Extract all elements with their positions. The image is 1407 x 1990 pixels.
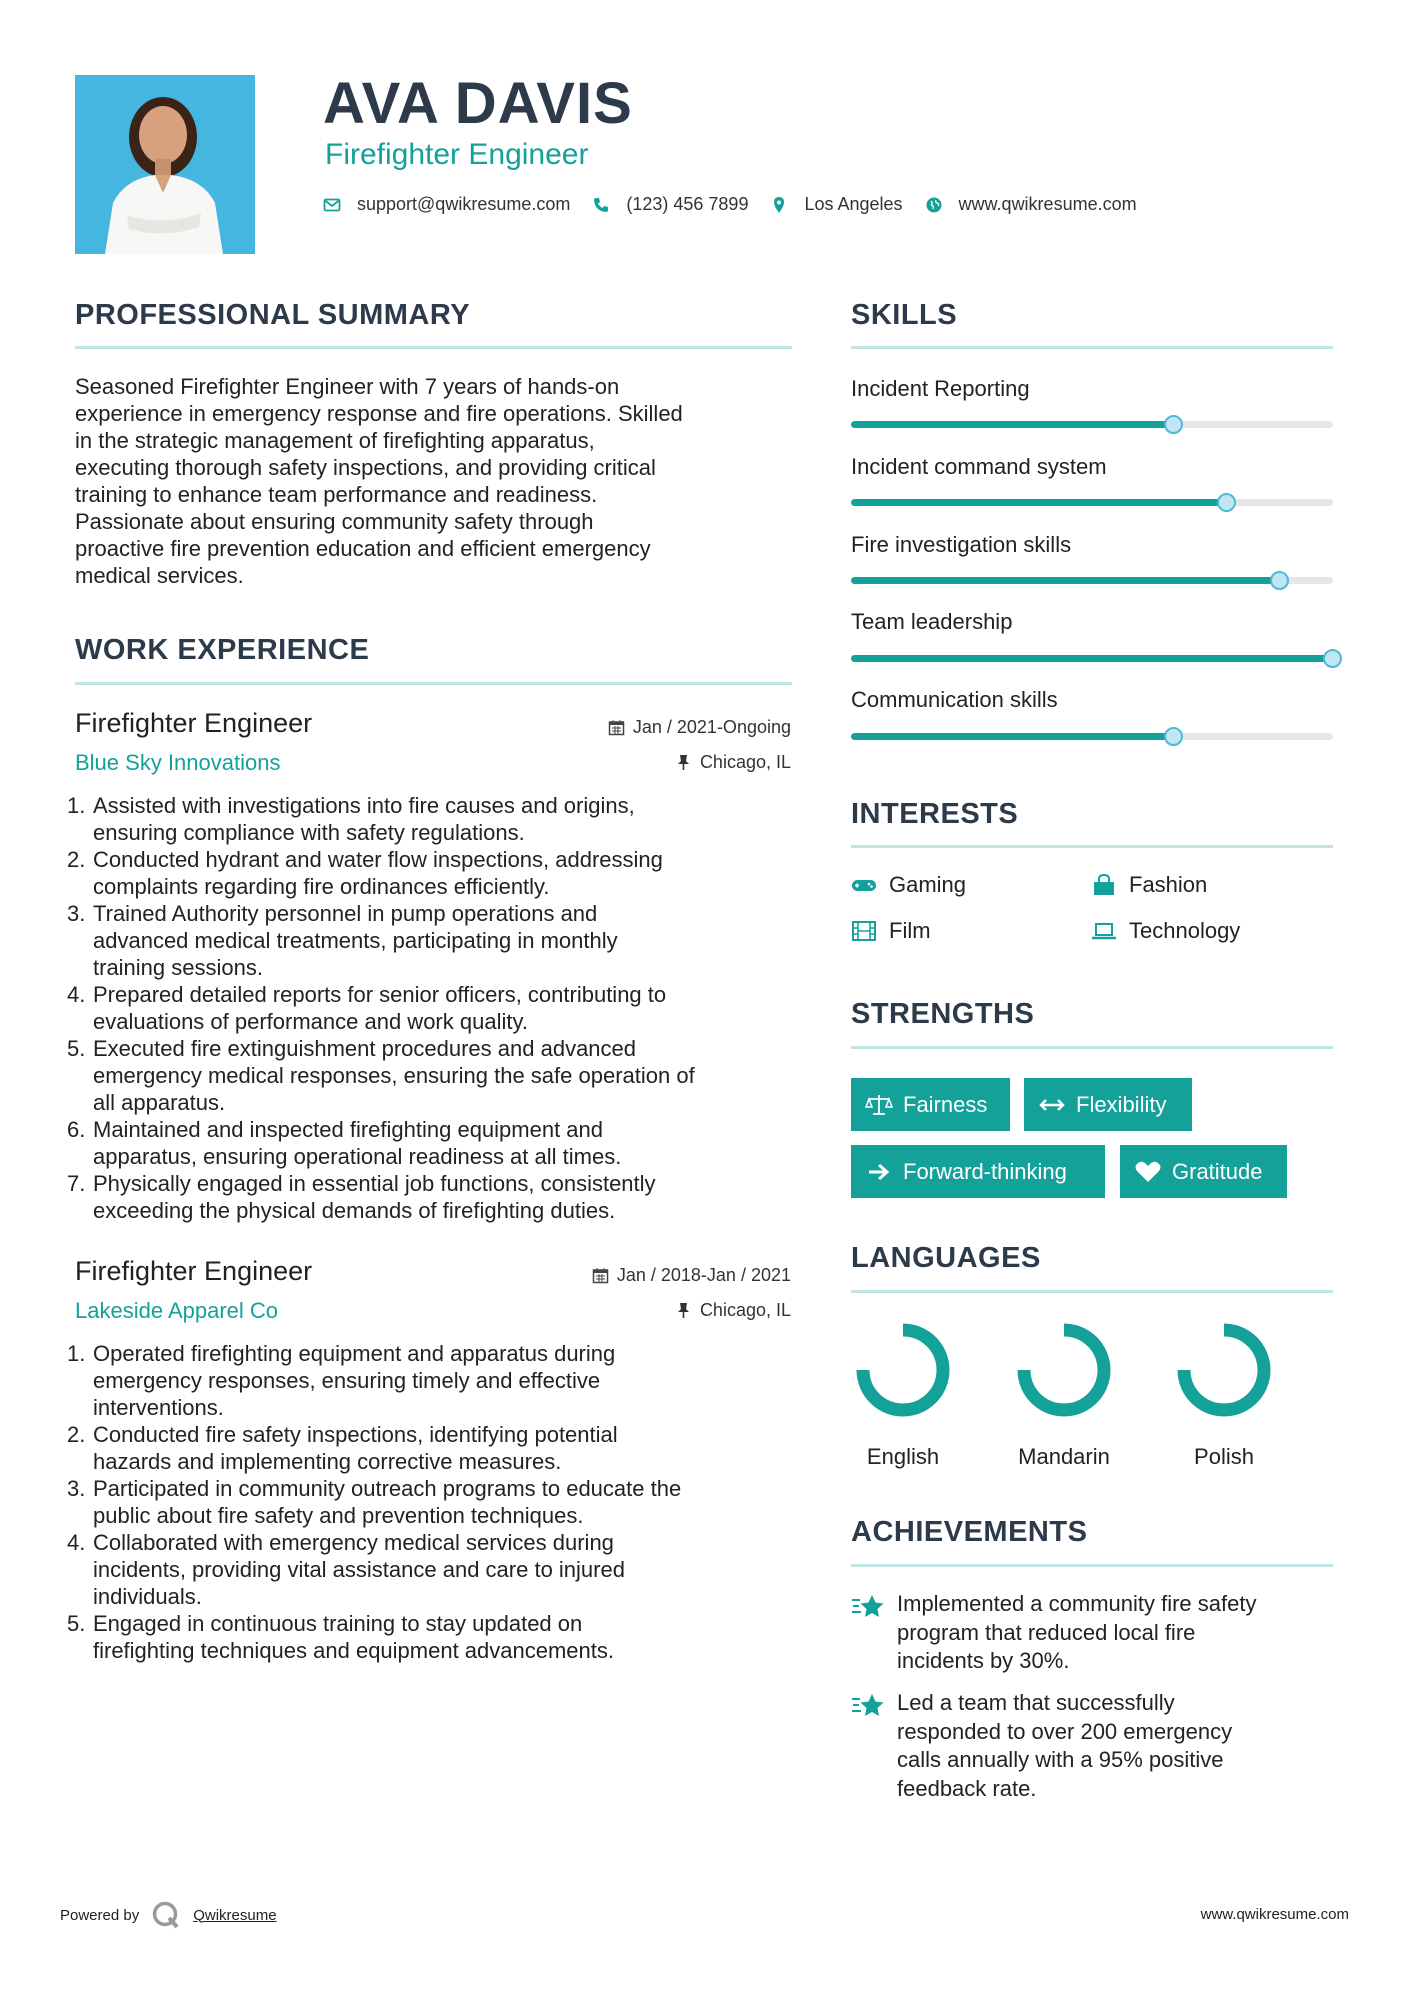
contact-website-text: www.qwikresume.com <box>958 194 1137 214</box>
experience-divider <box>75 682 792 685</box>
language-label: Mandarin <box>1018 1444 1110 1469</box>
strength-chip <box>1120 1145 1287 1198</box>
language-proficiency-ring <box>1176 1322 1272 1418</box>
list-item: 1. Operated firefighting equipment and apparatus during emergency responses, ensuring timely and effective interventions. <box>67 1341 616 1420</box>
contact-location-text: Los Angeles <box>804 194 903 214</box>
summary-divider <box>75 346 792 349</box>
powered-by-label: Powered by <box>60 1906 140 1924</box>
interest-label: Film <box>889 918 931 943</box>
job-company: Blue Sky Innovations <box>75 750 281 775</box>
achievements-heading: ACHIEVEMENTS <box>851 1516 1088 1548</box>
laptop-icon <box>1091 920 1117 942</box>
shooting-star-icon <box>851 1691 885 1721</box>
skill-label: Incident command system <box>851 454 1107 479</box>
summary-line: Passionate about ensuring community safety through <box>75 509 594 534</box>
footer-website[interactable]: www.qwikresume.com <box>1200 1906 1349 1923</box>
summary-line: experience in emergency response and fire operations. Skilled <box>75 401 683 426</box>
strength-label: Fairness <box>903 1091 988 1117</box>
list-item: 5. Executed fire extinguishment procedures and advanced emergency medical responses, ensuring the safe operation of all apparatus. <box>67 1036 695 1115</box>
summary-text <box>75 373 795 589</box>
candidate-name: AVA DAVIS <box>323 71 633 136</box>
strength-chip <box>851 1145 1105 1198</box>
profile-photo-illustration <box>75 75 255 254</box>
contact-website[interactable] <box>925 194 1137 215</box>
heart-icon <box>1134 1160 1162 1184</box>
interest-item <box>851 872 966 898</box>
list-item: 2. Conducted hydrant and water flow inspections, addressing complaints regarding fire ordinances efficiently. <box>67 847 663 899</box>
achievement-text: Led a team that successfully responded to over 200 emergency calls annually with a 95% positive feedback rate. <box>897 1690 1233 1801</box>
skill-bar <box>851 733 1333 740</box>
shooting-star-icon <box>851 1592 885 1622</box>
arrows-horizontal-icon <box>1038 1093 1066 1117</box>
footer-powered-by <box>60 1900 277 1930</box>
phone-icon <box>592 196 610 214</box>
skill-bar-fill <box>851 655 1333 662</box>
summary-line: Seasoned Firefighter Engineer with 7 years of hands-on <box>75 374 620 399</box>
skill-bar <box>851 655 1333 662</box>
strength-chip <box>851 1078 1010 1131</box>
arrow-right-icon <box>865 1160 893 1184</box>
list-item: 3. Participated in community outreach programs to educate the public about fire safety and prevention techniques. <box>67 1476 682 1528</box>
interest-item <box>1091 872 1207 898</box>
list-item: 4. Collaborated with emergency medical services during incidents, providing vital assistance and care to injured individuals. <box>67 1530 625 1609</box>
interest-label: Gaming <box>889 872 967 897</box>
language-item <box>1169 1322 1279 1470</box>
skill-bar-knob <box>1217 493 1236 512</box>
calendar-icon <box>608 719 625 736</box>
profile-photo <box>75 75 255 254</box>
balance-scale-icon <box>865 1093 893 1117</box>
skill-bar-knob <box>1164 727 1183 746</box>
list-item: 6. Maintained and inspected firefighting equipment and apparatus, ensuring operational readiness at all times. <box>67 1117 622 1169</box>
interests-heading: INTERESTS <box>851 798 1019 830</box>
language-label: English <box>866 1444 940 1469</box>
languages-divider <box>851 1290 1333 1293</box>
skill-label: Communication skills <box>851 687 1058 712</box>
strength-label: Forward-thinking <box>903 1158 1067 1184</box>
contact-email[interactable] <box>323 194 570 215</box>
achievement-text: Implemented a community fire safety program that reduced local fire incidents by 30%. <box>897 1591 1257 1673</box>
skill-bar-fill <box>851 421 1174 428</box>
map-marker-icon <box>770 196 788 214</box>
qwikresume-logo-icon <box>151 1900 181 1930</box>
skill-bar-knob <box>1323 649 1342 668</box>
shopping-bag-icon <box>1091 874 1117 896</box>
experience-heading: WORK EXPERIENCE <box>75 634 370 666</box>
skill-bar-fill <box>851 733 1174 740</box>
languages-heading: LANGUAGES <box>851 1242 1041 1274</box>
skill-bar-fill <box>851 577 1280 584</box>
language-item <box>1009 1322 1119 1470</box>
skills-divider <box>851 346 1333 349</box>
contact-bar <box>323 194 1159 215</box>
pushpin-icon <box>675 1302 692 1319</box>
job-location-text: Chicago, IL <box>699 752 791 772</box>
skill-bar <box>851 577 1333 584</box>
envelope-icon <box>323 196 341 214</box>
list-item: 3. Trained Authority personnel in pump operations and advanced medical treatments, participating in monthly training sessions. <box>67 901 618 980</box>
summary-line: medical services. <box>75 563 244 588</box>
job-duties-list <box>67 792 805 1224</box>
summary-line: in the strategic management of firefighting apparatus, <box>75 428 595 453</box>
language-ring-arc <box>863 1330 943 1410</box>
strength-label: Gratitude <box>1172 1158 1263 1184</box>
job-dates <box>608 717 791 738</box>
strengths-divider <box>851 1046 1333 1049</box>
list-item: 7. Physically engaged in essential job functions, consistently exceeding the physical demands of firefighting duties. <box>67 1171 656 1223</box>
job-dates <box>592 1265 791 1286</box>
interest-item <box>1091 918 1240 944</box>
skill-bar <box>851 499 1333 506</box>
qwikresume-link[interactable]: Qwikresume <box>193 1906 277 1924</box>
job-company: Lakeside Apparel Co <box>75 1298 279 1323</box>
language-proficiency-ring <box>1016 1322 1112 1418</box>
achievement-item <box>851 1689 1331 1803</box>
list-item: 2. Conducted fire safety inspections, identifying potential hazards and implementing corrective measures. <box>67 1422 618 1474</box>
summary-line: training to enhance team performance and readiness. <box>75 482 598 507</box>
list-item: 1. Assisted with investigations into fire causes and origins, ensuring compliance with safety regulations. <box>67 793 635 845</box>
job-duties-list <box>67 1340 805 1664</box>
skill-label: Team leadership <box>851 609 1013 634</box>
summary-line: proactive fire prevention education and efficient emergency <box>75 536 651 561</box>
interest-label: Fashion <box>1129 872 1208 897</box>
contact-location <box>770 194 902 215</box>
achievement-item <box>851 1590 1331 1676</box>
summary-heading: PROFESSIONAL SUMMARY <box>75 299 471 331</box>
interest-item <box>851 918 931 944</box>
achievements-divider <box>851 1564 1333 1567</box>
job-title: Firefighter Engineer <box>75 708 313 738</box>
list-item: 5. Engaged in continuous training to stay updated on firefighting techniques and equipment advancements. <box>67 1611 615 1663</box>
interest-label: Technology <box>1129 918 1241 943</box>
globe-icon <box>925 196 943 214</box>
calendar-icon <box>592 1267 609 1284</box>
language-item <box>848 1322 958 1470</box>
list-item: 4. Prepared detailed reports for senior officers, contributing to evaluations of performance and work quality. <box>67 982 667 1034</box>
language-ring-arc <box>1024 1330 1104 1410</box>
job-title: Firefighter Engineer <box>75 1256 313 1286</box>
language-ring-arc <box>1184 1330 1264 1410</box>
skill-label: Incident Reporting <box>851 376 1030 401</box>
job-location-text: Chicago, IL <box>699 1300 791 1320</box>
language-proficiency-ring <box>855 1322 951 1418</box>
strength-chip <box>1024 1078 1192 1131</box>
skill-bar-fill <box>851 499 1227 506</box>
interests-divider <box>851 845 1333 848</box>
contact-phone[interactable] <box>592 194 748 215</box>
skill-bar-knob <box>1164 415 1183 434</box>
job-dates-text: Jan / 2018-Jan / 2021 <box>616 1265 791 1285</box>
skill-bar <box>851 421 1333 428</box>
language-label: Polish <box>1194 1444 1254 1469</box>
pushpin-icon <box>675 754 692 771</box>
summary-line: executing thorough safety inspections, and providing critical <box>75 455 656 480</box>
skill-bar-knob <box>1270 571 1289 590</box>
job-location <box>675 1300 791 1321</box>
contact-phone-text: (123) 456 7899 <box>626 194 749 214</box>
film-icon <box>851 920 877 942</box>
job-dates-text: Jan / 2021-Ongoing <box>632 717 791 737</box>
candidate-role: Firefighter Engineer <box>325 138 589 171</box>
skill-label: Fire investigation skills <box>851 532 1072 557</box>
skills-heading: SKILLS <box>851 299 958 331</box>
gamepad-icon <box>851 874 877 896</box>
contact-email-text: support@qwikresume.com <box>357 194 571 214</box>
job-location <box>675 752 791 773</box>
strengths-heading: STRENGTHS <box>851 998 1035 1030</box>
strength-label: Flexibility <box>1076 1091 1167 1117</box>
